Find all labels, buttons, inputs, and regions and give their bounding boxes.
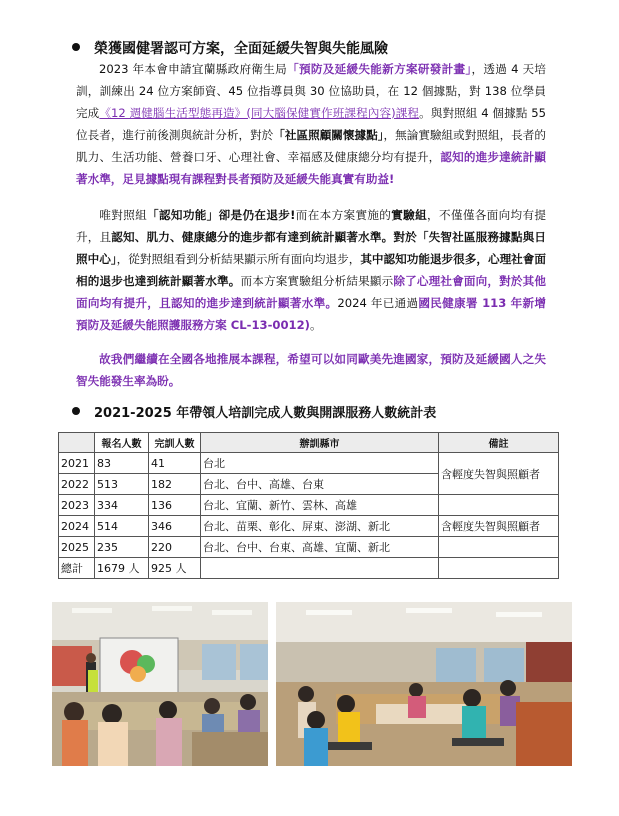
cell-completed: 182 (149, 474, 201, 495)
paragraph-1 (76, 58, 546, 190)
p2-text-f: 認知、肌力、健康總分的進步都有達到統計顯著水準。 (111, 230, 394, 244)
cell-total-label: 總計 (59, 558, 95, 579)
table-row (59, 516, 559, 537)
cell-enrolled: 235 (95, 537, 149, 558)
table-header-completed: 完訓人數 (149, 433, 201, 453)
cell-cities: 台北 (201, 453, 439, 474)
cell-enrolled: 514 (95, 516, 149, 537)
p1-text-b: 「預防及延緩失能新方案研發計畫」 (287, 62, 472, 76)
cell-completed: 346 (149, 516, 201, 537)
cell-total-enrolled: 1679 人 (95, 558, 149, 579)
cell-note (439, 537, 559, 558)
cell-year: 2022 (59, 474, 95, 495)
table-header-year (59, 433, 95, 453)
cell-year: 2024 (59, 516, 95, 537)
p2-text-j: 而本方案實驗組分析結果顯示 (240, 274, 394, 288)
p2-text-d: 實驗組 (391, 208, 428, 222)
p1-text-f: 「社區照顧關懷據點」 (273, 128, 384, 142)
cell-cities: 台北、苗栗、彰化、屏東、澎湖、新北 (201, 516, 439, 537)
table-row (59, 537, 559, 558)
cell-total-cities (201, 558, 439, 579)
p1-text-c: ，透過 4 天培訓，訓練出 24 位方案師資、45 位指導員與 30 位協助員，在 12 個據點，對 138 位學員完成 (76, 62, 546, 120)
cell-cities: 台北、宜蘭、新竹、雲林、高雄 (201, 495, 439, 516)
table-header-cities: 辦訓縣市 (201, 433, 439, 453)
cell-year: 2021 (59, 453, 95, 474)
cell-enrolled: 83 (95, 453, 149, 474)
p1-text-e: 。與對照組 4 個據點 55 位長者，進行前後測與統計分析，對於 (76, 106, 546, 142)
p1-text-g: ，無論實驗組或對照組，長者的肌力、生活功能、營養口牙、心理社會、幸福感及健康總分均有提升， (76, 128, 546, 164)
section1-heading (72, 40, 388, 58)
p2-text-l: 2024 年已通過 (337, 296, 419, 310)
p2-text-k: 除了心理社會面向，對於其他面向均有提升，且認知的進步達到統計顯著水準。 (76, 274, 546, 310)
p1-text-a: 2023 年本會申請宜蘭縣政府衛生局 (99, 62, 288, 76)
cell-note (439, 495, 559, 516)
cell-completed: 41 (149, 453, 201, 474)
cell-enrolled: 334 (95, 495, 149, 516)
p2-text-m: 國民健康署 113 年新增預防及延緩失能照護服務方案 CL-13-0012) (76, 296, 546, 332)
bullet-icon (72, 407, 80, 415)
p1-text-d: 《12 週健腦生活型態再造》(同大腦保健實作班課程內容)課程 (99, 106, 420, 120)
table-header-note: 備註 (439, 433, 559, 453)
p2-text-c: 而在本方案實施的 (295, 208, 392, 222)
table-header-enrolled: 報名人數 (95, 433, 149, 453)
classroom-photo-1 (52, 602, 268, 766)
cell-enrolled: 513 (95, 474, 149, 495)
section2-heading-text: 2021-2025 年帶領人培訓完成人數與開課服務人數統計表 (94, 406, 437, 421)
table-row (59, 495, 559, 516)
bullet-icon (72, 43, 80, 51)
p2-text-a: 唯對照組 (99, 208, 148, 222)
p1-text-h: 認知的進步達統計顯著水準，足見據點現有課程對長者預防及延緩失能真實有助益! (76, 150, 546, 186)
stats-table (58, 432, 559, 579)
cell-total-completed: 925 人 (149, 558, 201, 579)
cell-completed: 220 (149, 537, 201, 558)
paragraph-3 (76, 348, 546, 392)
p2-text-h: ，從對照組看到分析結果顯示所有面向均退步， (116, 252, 361, 266)
table-header-row (59, 433, 559, 453)
cell-note: 含輕度失智與照顧者 (439, 516, 559, 537)
table-total-row (59, 558, 559, 579)
cell-note: 含輕度失智與照顧者 (439, 453, 559, 495)
p3-text-a: 故我們繼續在全國各地推展本課程，希望可以如同歐美先進國家，預防及延緩國人之失智失能發生率為盼。 (76, 352, 546, 388)
cell-year: 2023 (59, 495, 95, 516)
table-row (59, 453, 559, 474)
section1-heading-text: 榮獲國健署認可方案，全面延緩失智與失能風險 (94, 41, 388, 57)
cell-completed: 136 (149, 495, 201, 516)
cell-cities: 台北、台中、高雄、台東 (201, 474, 439, 495)
p2-text-g: 對於「失智社區服務據點與日照中心」 (76, 230, 546, 266)
cell-year: 2025 (59, 537, 95, 558)
p2-text-i: 其中認知功能退步很多，心理社會面相的退步也達到統計顯著水準。 (76, 252, 546, 288)
paragraph-2 (76, 204, 546, 336)
p2-text-e: ，不僅僅各面向均有提升，且 (76, 208, 546, 244)
classroom-photo-2 (276, 602, 572, 766)
p2-text-b: 「認知功能」卻是仍在退步! (147, 208, 296, 222)
cell-total-note (439, 558, 559, 579)
section2-heading (72, 405, 436, 423)
cell-cities: 台北、台中、台東、高雄、宜蘭、新北 (201, 537, 439, 558)
p2-text-n: 。 (309, 318, 322, 332)
